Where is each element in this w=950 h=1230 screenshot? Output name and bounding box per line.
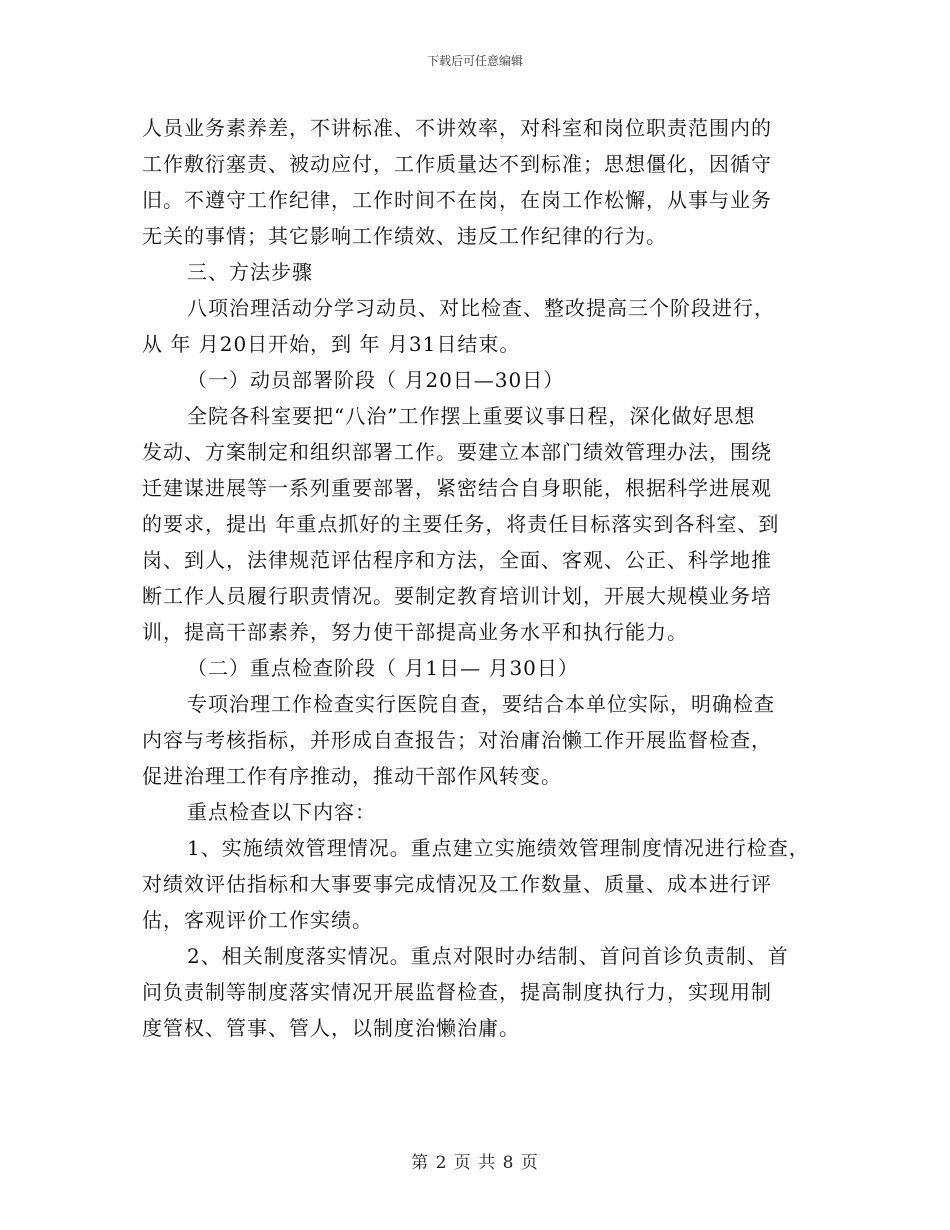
paragraph-line: 旧。不遵守工作纪律，工作时间不在岗，在岗工作松懈，从事与业务 — [142, 188, 772, 212]
page-header: 下载后可任意编辑 — [426, 54, 523, 68]
paragraph-line: 训，提高干部素养，努力使干部提高业务水平和执行能力。 — [142, 620, 688, 644]
list-item-line: 对绩效评估指标和大事要事完成情况及工作数量、质量、成本进行评 — [142, 872, 772, 896]
paragraph-line: 断工作人员履行职责情况。要制定教育培训计划，开展大规模业务培 — [142, 584, 772, 608]
paragraph-line: 促进治理工作有序推动，推动干部作风转变。 — [142, 764, 562, 788]
paragraph-line: 人员业务素养差，不讲标准、不讲效率，对科室和岗位职责范围内的 — [142, 116, 772, 140]
paragraph-line: 从 年 月20日开始，到 年 月31日结束。 — [142, 332, 521, 356]
paragraph-line: 重点检查以下内容： — [187, 800, 376, 824]
list-item-line: 问负责制等制度落实情况开展监督检查，提高制度执行力，实现用制 — [142, 980, 772, 1004]
document-body — [142, 110, 817, 1046]
paragraph-line: 发动、方案制定和组织部署工作。要建立本部门绩效管理办法，围绕 — [142, 440, 772, 464]
list-item-line: 度管权、管事、管人，以制度治懒治庸。 — [142, 1016, 520, 1040]
paragraph-line: 内容与考核指标，并形成自查报告；对治庸治懒工作开展监督检查， — [142, 728, 772, 752]
list-item-line: 估，客观评价工作实绩。 — [142, 908, 373, 932]
section-heading: 三、方法步骤 — [187, 260, 313, 284]
paragraph-line: 全院各科室要把“八治”工作摆上重要议事日程，深化做好思想 — [187, 404, 756, 428]
list-item-line: 2、相关制度落实情况。重点对限时办结制、首问首诊负责制、首 — [187, 944, 789, 968]
paragraph-line: 工作敷衍塞责、被动应付，工作质量达不到标准；思想僵化，因循守 — [142, 152, 772, 176]
paragraph-line: 的要求，提出 年重点抓好的主要任务，将责任目标落实到各科室、到 — [142, 512, 780, 536]
subsection-heading: （二）重点检查阶段（ 月1日— 月30日） — [187, 656, 579, 680]
page-number-footer: 第 2 页 共 8 页 — [411, 1153, 539, 1173]
subsection-heading: （一）动员部署阶段（ 月20日—30日） — [187, 368, 565, 392]
paragraph-line: 八项治理活动分学习动员、对比检查、整改提高三个阶段进行， — [187, 296, 775, 320]
paragraph-line: 专项治理工作检查实行医院自查，要结合本单位实际，明确检查 — [187, 692, 775, 716]
paragraph-line: 迁建谋进展等一系列重要部署，紧密结合自身职能，根据科学进展观 — [142, 476, 772, 500]
list-item-line: 1、实施绩效管理情况。重点建立实施绩效管理制度情况进行检查， — [187, 836, 810, 860]
paragraph-line: 无关的事情；其它影响工作绩效、违反工作纪律的行为。 — [142, 224, 667, 248]
paragraph-line: 岗、到人，法律规范评估程序和方法，全面、客观、公正、科学地推 — [142, 548, 772, 572]
